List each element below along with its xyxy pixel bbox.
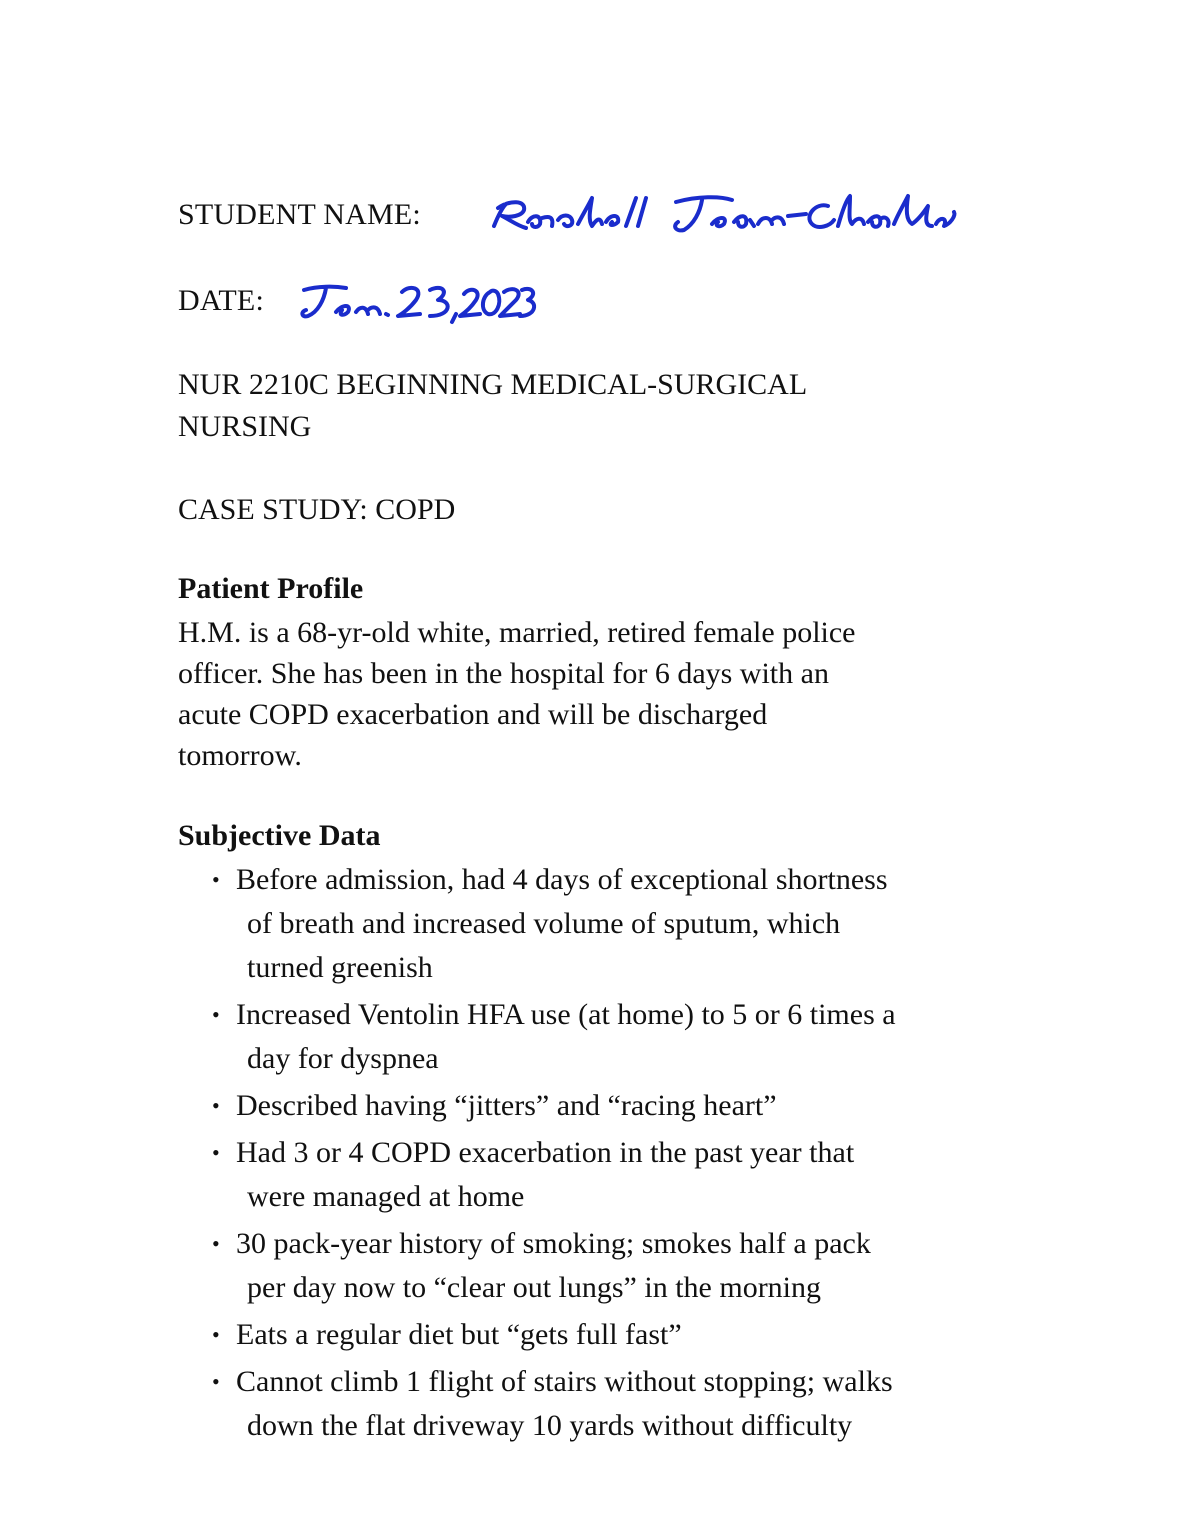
- patient-profile-heading: Patient Profile: [178, 572, 364, 605]
- bullet-icon: •: [212, 1002, 220, 1027]
- list-item-line: were managed at home: [247, 1180, 525, 1213]
- list-item-line: Cannot climb 1 flight of stairs without stopping; walks: [236, 1365, 893, 1398]
- case-study-title: CASE STUDY: COPD: [178, 493, 456, 526]
- bullet-icon: •: [212, 1231, 220, 1256]
- bullet-icon: •: [212, 1322, 220, 1347]
- list-item: [212, 1084, 1032, 1128]
- list-item-line: Eats a regular diet but “gets full fast”: [236, 1318, 682, 1351]
- bullet-icon: •: [212, 867, 220, 892]
- list-item-line: 30 pack-year history of smoking; smokes half a pack: [236, 1227, 871, 1260]
- course-title-line-2: NURSING: [178, 410, 312, 443]
- list-item-line: turned greenish: [247, 951, 433, 984]
- list-item-line: per day now to “clear out lungs” in the morning: [247, 1271, 822, 1304]
- list-item-line: day for dyspnea: [247, 1042, 439, 1075]
- bullet-icon: •: [212, 1369, 220, 1394]
- list-item: [212, 1131, 1032, 1219]
- patient-profile-line: H.M. is a 68-yr-old white, married, retired female police: [178, 616, 856, 649]
- patient-profile-line: officer. She has been in the hospital for 6 days with an: [178, 657, 829, 690]
- list-item-line: Had 3 or 4 COPD exacerbation in the past year that: [236, 1136, 855, 1169]
- list-item-line: Before admission, had 4 days of exceptional shortness: [236, 863, 888, 896]
- patient-profile-line: tomorrow.: [178, 739, 302, 772]
- list-item: [212, 1360, 1032, 1448]
- list-item-line: of breath and increased volume of sputum, which: [247, 907, 841, 940]
- list-item: [212, 1313, 1032, 1357]
- course-title-line-1: NUR 2210C BEGINNING MEDICAL-SURGICAL: [178, 368, 808, 401]
- list-item-line: Described having “jitters” and “racing heart”: [236, 1089, 777, 1122]
- list-item: [212, 1222, 1032, 1310]
- subjective-data-heading: Subjective Data: [178, 819, 381, 852]
- patient-profile-paragraph: [178, 612, 998, 776]
- list-item: [212, 858, 1032, 990]
- list-item-line: Increased Ventolin HFA use (at home) to 5 or 6 times a: [236, 998, 896, 1031]
- course-title: [178, 364, 807, 448]
- date-row: [178, 284, 264, 318]
- date-handwritten: [298, 278, 538, 328]
- bullet-icon: •: [212, 1140, 220, 1165]
- student-name-label: STUDENT NAME:: [178, 198, 421, 231]
- subjective-data-list: [212, 858, 1032, 1451]
- list-item: [212, 993, 1032, 1081]
- patient-profile-line: acute COPD exacerbation and will be discharged: [178, 698, 768, 731]
- student-name-row: [178, 198, 421, 232]
- student-name-signature: [488, 186, 968, 246]
- list-item-line: down the flat driveway 10 yards without difficulty: [247, 1409, 853, 1442]
- bullet-icon: •: [212, 1093, 220, 1118]
- date-label: DATE:: [178, 284, 264, 317]
